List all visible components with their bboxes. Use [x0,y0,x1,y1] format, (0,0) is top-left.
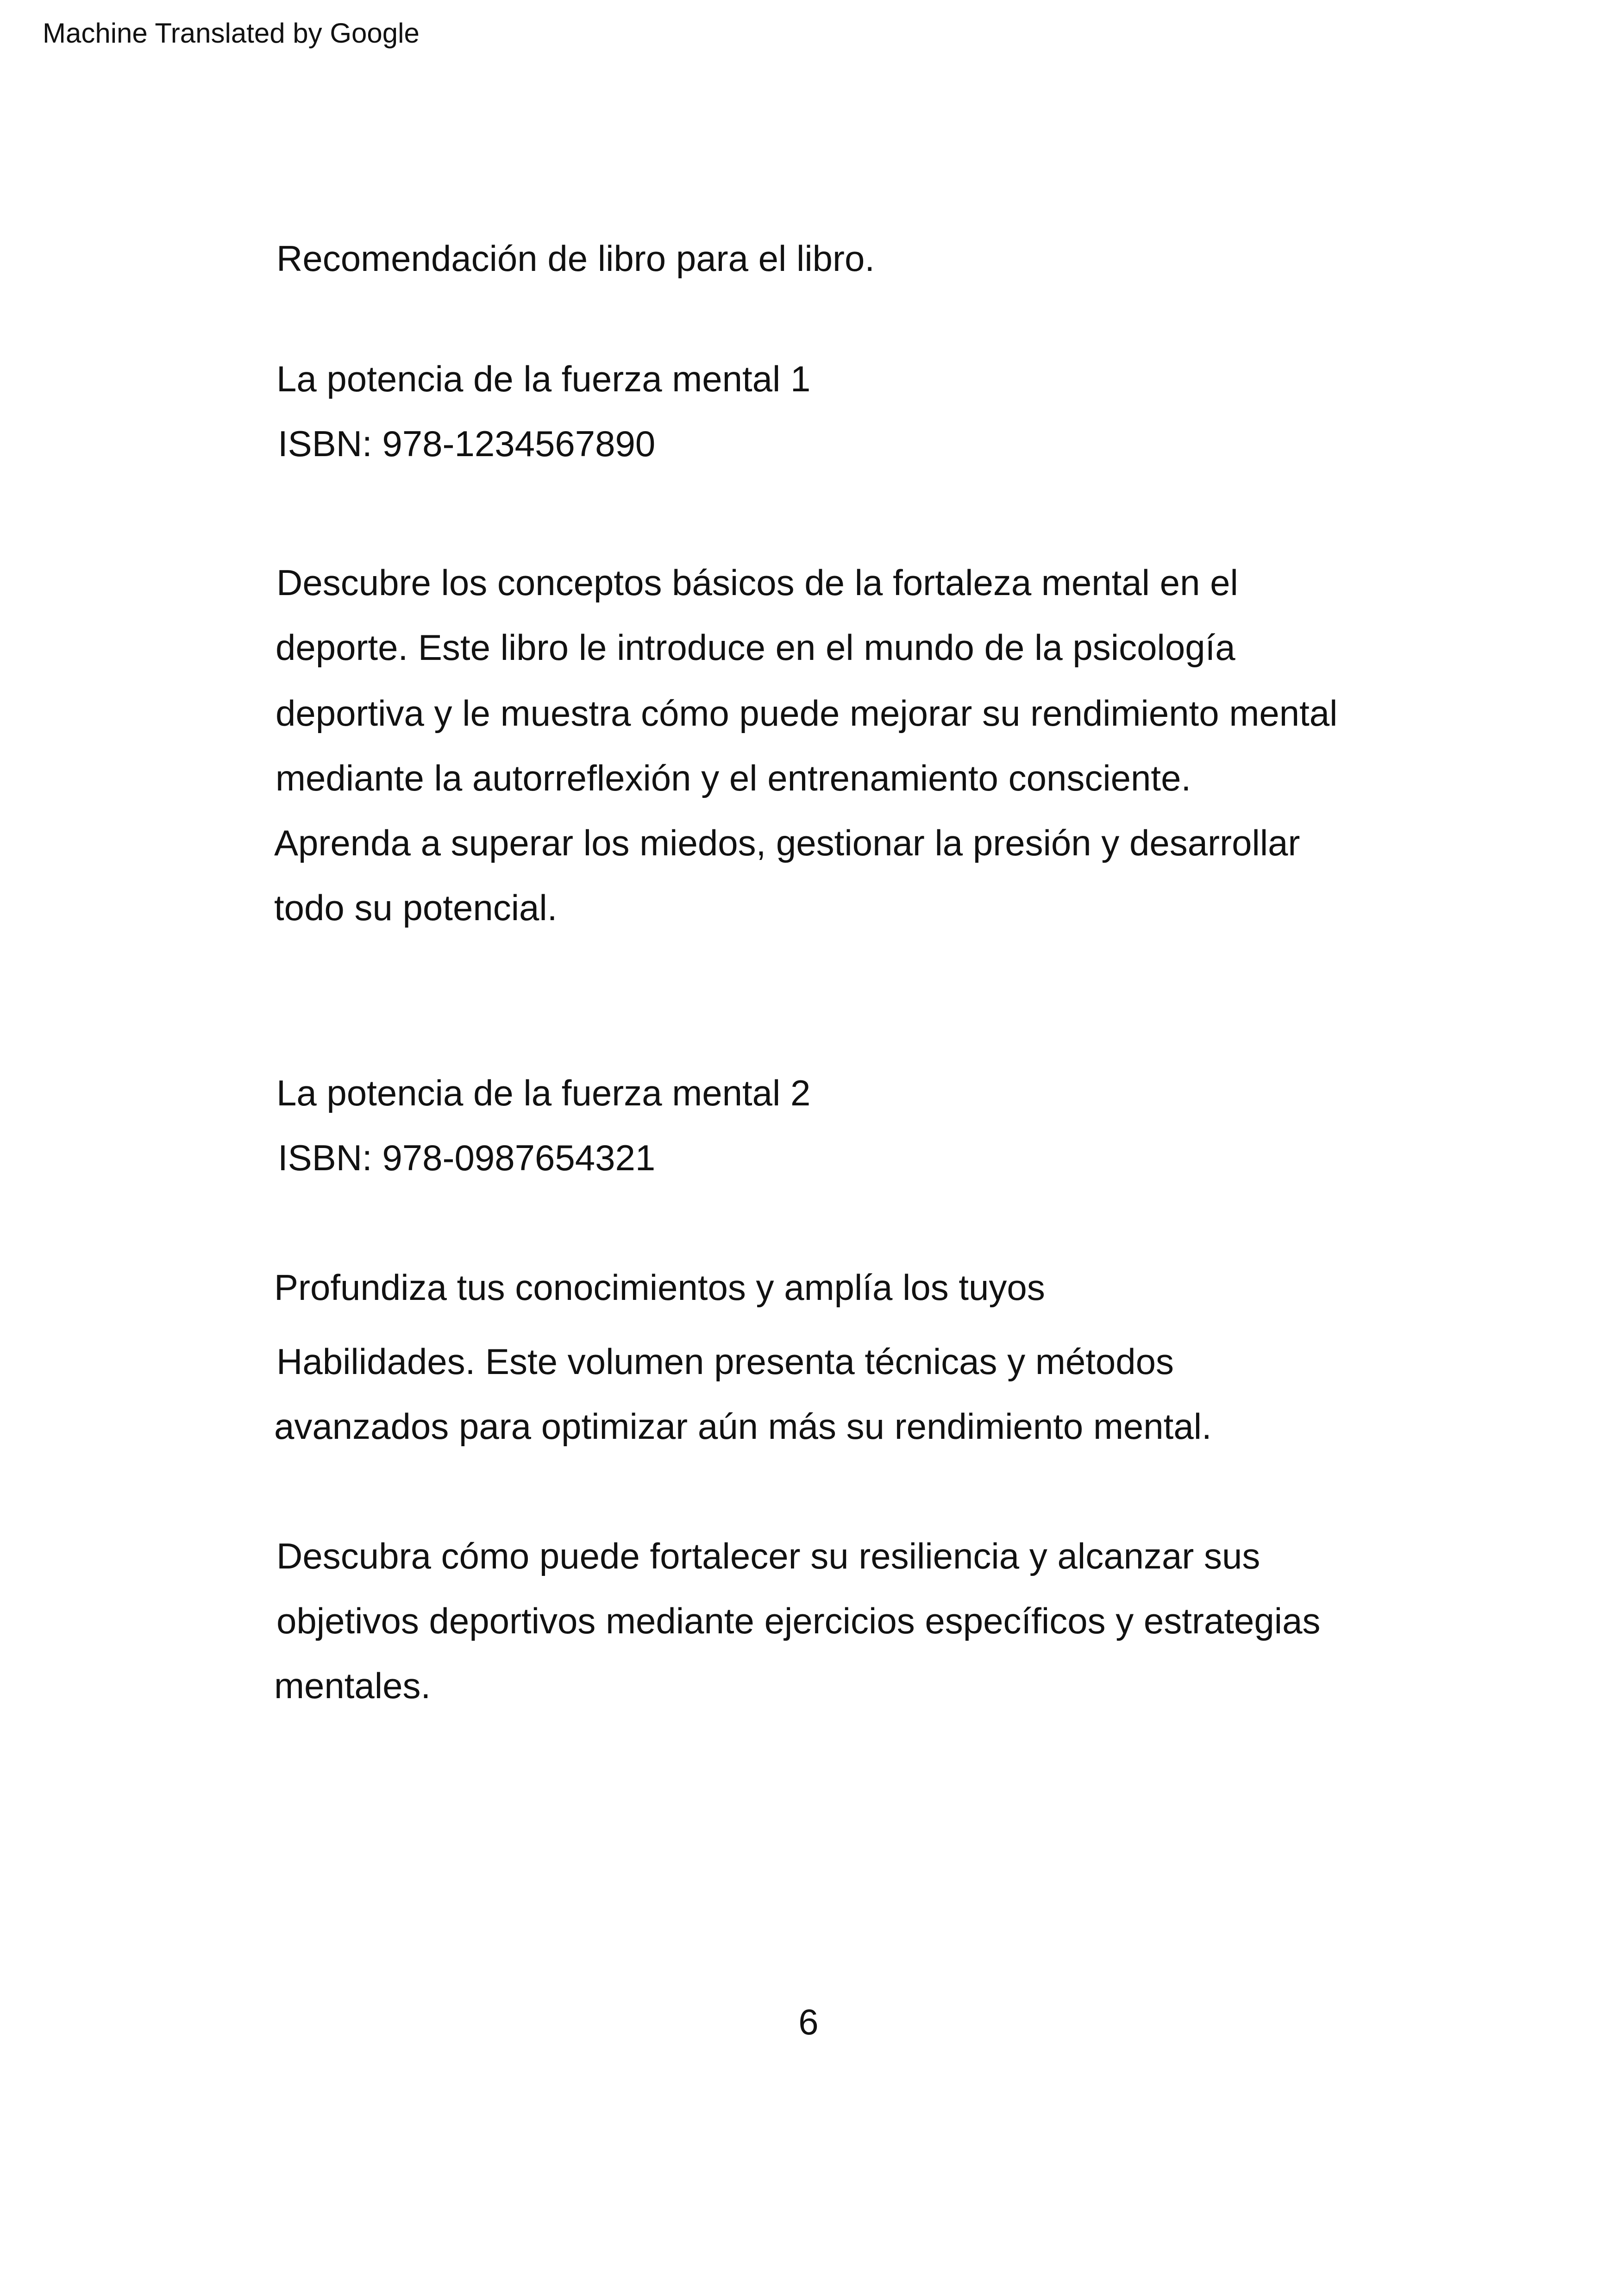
page-number: 6 [798,2001,819,2042]
description-line: todo su potencial. [274,887,558,928]
description-line: mentales. [274,1665,431,1706]
description-line: Profundiza tus conocimientos y amplía los tuyos [274,1267,1045,1308]
book-title: La potencia de la fuerza mental 2 [276,1073,811,1113]
description-line: Descubre los conceptos básicos de la fortaleza mental en el [276,562,1238,603]
machine-translation-header: Machine Translated by Google [43,18,420,49]
description-line: deporte. Este libro le introduce en el mundo de la psicología [276,627,1235,668]
description-line: Aprenda a superar los miedos, gestionar la presión y desarrollar [274,822,1300,863]
book-title: La potencia de la fuerza mental 1 [276,358,811,399]
description-line: avanzados para optimizar aún más su rendimiento mental. [274,1406,1212,1447]
description-line: deportiva y le muestra cómo puede mejorar su rendimiento mental [276,693,1338,734]
description-line: objetivos deportivos mediante ejercicios específicos y estrategias [276,1600,1321,1641]
description-line: mediante la autorreflexión y el entrenamiento consciente. [276,758,1191,798]
page-heading: Recomendación de libro para el libro. [276,238,875,279]
book-isbn: ISBN: 978-0987654321 [278,1137,656,1178]
book-isbn: ISBN: 978-1234567890 [278,423,656,464]
description-line: Habilidades. Este volumen presenta técnicas y métodos [276,1341,1174,1382]
description-line: Descubra cómo puede fortalecer su resiliencia y alcanzar sus [276,1536,1260,1576]
